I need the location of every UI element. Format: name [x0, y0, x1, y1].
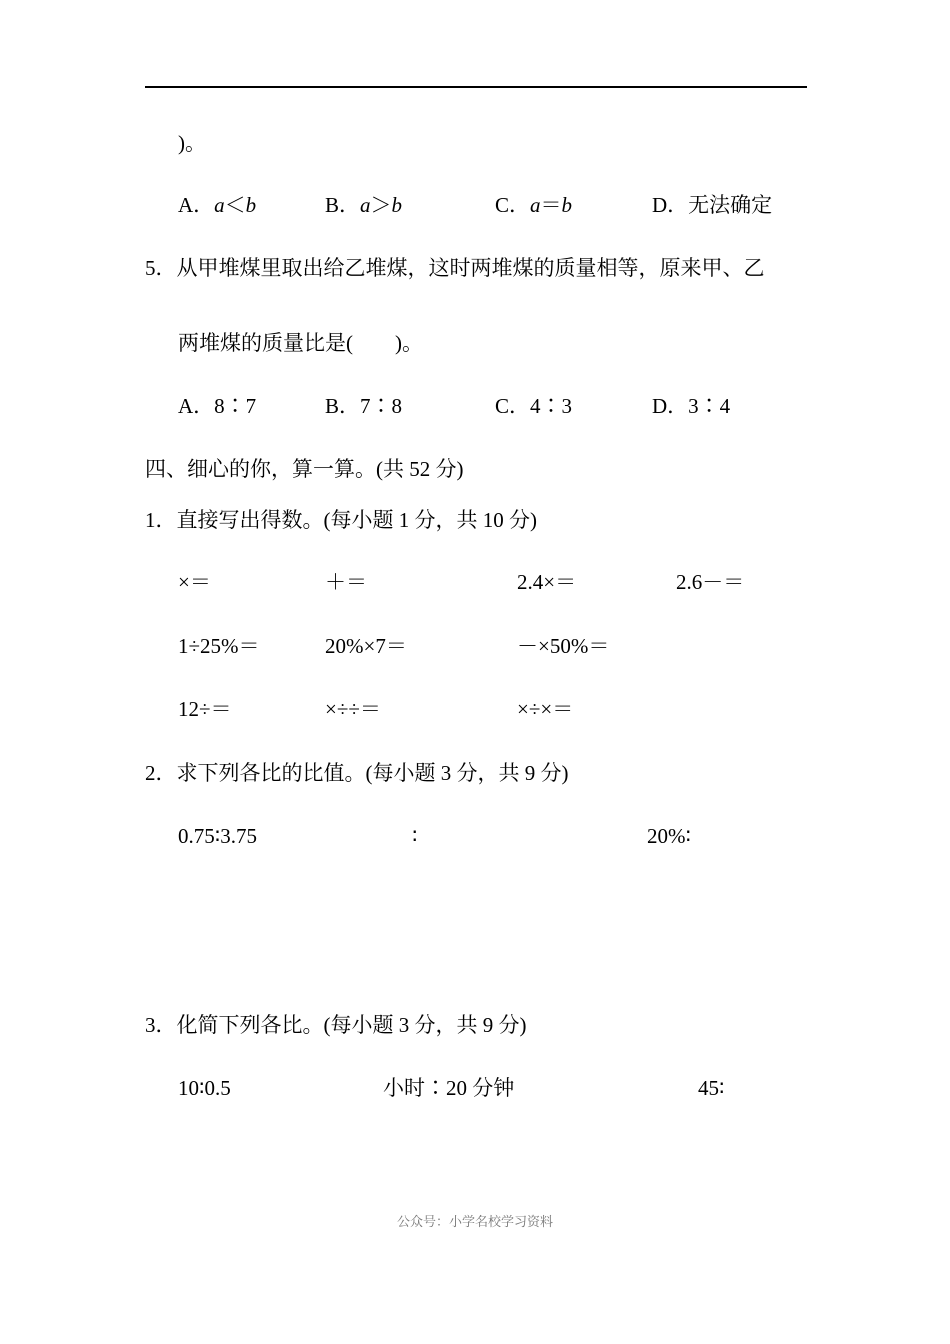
calc-item: 1÷25%＝ [178, 634, 260, 658]
q5-option-d: D．3∶4 [652, 394, 731, 418]
question-5-line2: 两堆煤的质量比是( )。 [178, 331, 423, 355]
calc-item: ×÷÷＝ [325, 697, 381, 721]
calc-item: －×50%＝ [517, 634, 610, 658]
q4-option-a: A．a＜b [178, 193, 257, 217]
part-2-title: 2．求下列各比的比值。(每小题 3 分，共 9 分) [145, 761, 569, 785]
question-4-tail: )。 [178, 131, 206, 155]
question-5-line1: 5．从甲堆煤里取出给乙堆煤，这时两堆煤的质量相等，原来甲、乙 [145, 256, 765, 280]
simplify-item: 45∶ [698, 1076, 725, 1100]
calc-item: ＋＝ [325, 570, 367, 594]
header-rule [145, 86, 807, 88]
part-3-title: 3．化简下列各比。(每小题 3 分，共 9 分) [145, 1013, 527, 1037]
calc-item: 12÷＝ [178, 697, 232, 721]
q4-option-b: B．a＞b [325, 193, 403, 217]
footer-watermark: 公众号：小学名校学习资料 [396, 1215, 553, 1230]
calc-item: 2.6－＝ [676, 570, 745, 594]
section-4-title: 四、细心的你，算一算。(共 52 分) [145, 457, 464, 481]
calc-item: ×＝ [178, 570, 211, 594]
ratio-item: ∶ [412, 824, 418, 848]
q5-option-c: C．4∶3 [495, 394, 573, 418]
simplify-item: 小时∶20 分钟 [383, 1076, 515, 1100]
q5-option-a: A．8∶7 [178, 394, 257, 418]
calc-item: 20%×7＝ [325, 634, 407, 658]
q4-option-c: C．a＝b [495, 193, 573, 217]
calc-item: ×÷×＝ [517, 697, 574, 721]
ratio-item: 20%∶ [647, 824, 691, 848]
q4-option-d: D．无法确定 [652, 193, 773, 217]
part-1-title: 1．直接写出得数。(每小题 1 分，共 10 分) [145, 508, 537, 532]
ratio-item: 0.75∶3.75 [178, 824, 257, 848]
calc-item: 2.4×＝ [517, 570, 577, 594]
simplify-item: 10∶0.5 [178, 1076, 231, 1100]
q5-option-b: B．7∶8 [325, 394, 403, 418]
